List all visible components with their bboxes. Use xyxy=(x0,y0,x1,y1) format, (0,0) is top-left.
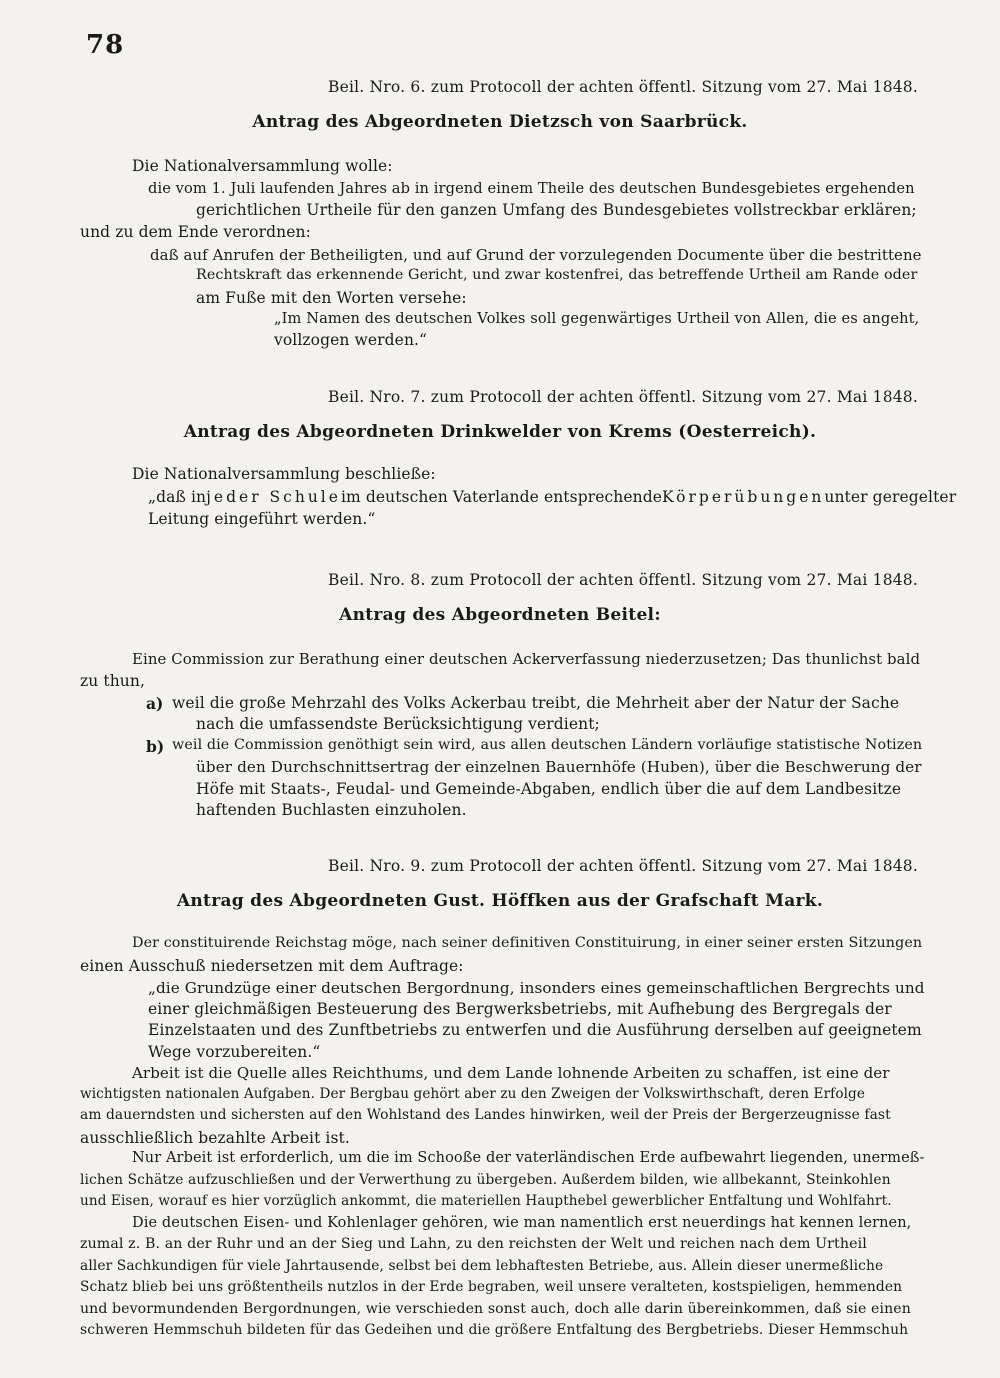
beilage-reference: Beil. Nro. 6. zum Protocoll der achten öffentl. Sitzung vom 27. Mai 1848. xyxy=(328,78,918,96)
text-line: aller Sachkundigen für viele Jahrtausende, selbst bei dem lebhaftesten Betriebe, aus. Allein dieser unermeßliche xyxy=(80,1258,884,1274)
text-line: Arbeit ist die Quelle alles Reichthums, und dem Lande lohnende Arbeiten zu schaffen, ist eine der xyxy=(132,1064,890,1082)
page-number: 78 xyxy=(86,30,125,60)
text-line: Wege vorzubereiten.“ xyxy=(148,1043,321,1061)
text-line: zumal z. B. an der Ruhr und an der Sieg und Lahn, zu den reichsten der Welt und reichen nach dem Urtheil xyxy=(80,1236,867,1252)
text-line: Einzelstaaten und des Zunftbetriebs zu entwerfen und die Ausführung derselben auf geeignetem xyxy=(148,1021,922,1039)
text-line: Eine Commission zur Berathung einer deutschen Ackerverfassung niederzusetzen; Das thunlichst bald xyxy=(132,650,921,668)
text-line: „Im Namen des deutschen Volkes soll gegenwärtiges Urtheil von Allen, die es angeht, xyxy=(274,310,920,327)
text-line: zu thun, xyxy=(80,672,145,690)
emphasis-school: jeder Schule xyxy=(206,488,341,506)
section-title: Antrag des Abgeordneten Dietzsch von Saarbrück. xyxy=(252,112,748,132)
text-line: Höfe mit Staats-, Feudal- und Gemeinde-Abgaben, endlich über die auf dem Landbesitze xyxy=(196,780,902,798)
text-line: Schatz blieb bei uns größtentheils nutzlos in der Erde begraben, weil unsere veralteten, kostspieligen, hemmenden xyxy=(80,1279,903,1295)
text-line: ausschließlich bezahlte Arbeit ist. xyxy=(80,1129,350,1147)
text-line: Leitung eingeführt werden.“ xyxy=(148,510,376,528)
text-line: und bevormundenden Bergordnungen, wie verschieden sonst auch, doch alle darin übereinkommen, daß sie einen xyxy=(80,1301,911,1317)
section-title: Antrag des Abgeordneten Gust. Höffken aus der Grafschaft Mark. xyxy=(176,891,824,911)
section-title: Antrag des Abgeordneten Beitel: xyxy=(339,605,661,625)
text-line: Die Nationalversammlung wolle: xyxy=(132,157,393,175)
text-line: vollzogen werden.“ xyxy=(274,331,428,349)
text-line: über den Durchschnittsertrag der einzelnen Bauernhöfe (Huben), über die Beschwerung der xyxy=(196,758,922,776)
text-line-spaced xyxy=(148,488,957,506)
text-fragment: unter geregelter xyxy=(824,488,957,506)
text-line: lichen Schätze aufzuschließen und der Verwerthung zu übergeben. Außerdem bilden, wie allbekannt, Steinkohlen xyxy=(80,1172,891,1188)
text-line: wichtigsten nationalen Aufgaben. Der Bergbau gehört aber zu den Zweigen der Volkswirthschaft, deren Erfolge xyxy=(80,1086,865,1102)
text-line: Rechtskraft das erkennende Gericht, und zwar kostenfrei, das betreffende Urtheil am Rande oder xyxy=(196,267,918,283)
text-line: und Eisen, worauf es hier vorzüglich ankommt, die materiellen Haupthebel gewerblicher Entfaltung und Wohlfahrt. xyxy=(80,1193,892,1209)
item-label-b: b) xyxy=(146,737,165,756)
text-line: nach die umfassendste Berücksichtigung verdient; xyxy=(196,715,600,733)
text-line: weil die Commission genöthigt sein wird, aus allen deutschen Ländern vorläufige statistische Notizen xyxy=(172,737,923,753)
text-line: und zu dem Ende verordnen: xyxy=(80,223,311,241)
text-line: Die Nationalversammlung beschließe: xyxy=(132,465,436,483)
text-fragment: im deutschen Vaterlande entsprechende xyxy=(340,488,663,506)
text-line: haftenden Buchlasten einzuholen. xyxy=(196,801,467,819)
text-line: schweren Hemmschuh bildeten für das Gedeihen und die größere Entfaltung des Bergbetriebs. Dieser Hemmschuh xyxy=(80,1322,909,1338)
emphasis-exercise: Körperübungen xyxy=(662,488,825,506)
text-line: Der constituirende Reichstag möge, nach seiner definitiven Constituirung, in einer seiner ersten Sitzungen xyxy=(132,935,923,951)
text-line: gerichtlichen Urtheile für den ganzen Umfang des Bundesgebietes vollstreckbar erklären; xyxy=(196,201,917,219)
text-line: am Fuße mit den Worten versehe: xyxy=(196,289,467,307)
text-line: am dauerndsten und sichersten auf den Wohlstand des Landes hinwirken, weil der Preis der Bergerzeugnisse fast xyxy=(80,1107,891,1123)
text-fragment: „daß in xyxy=(148,488,207,506)
text-line: einer gleichmäßigen Besteuerung des Bergwerksbetriebs, mit Aufhebung des Bergregals der xyxy=(148,1000,892,1018)
text-line: „die Grundzüge einer deutschen Bergordnung, insonders eines gemeinschaftlichen Bergrechts und xyxy=(148,979,925,997)
text-line: einen Ausschuß niedersetzen mit dem Auftrage: xyxy=(80,957,464,975)
beilage-reference: Beil. Nro. 7. zum Protocoll der achten öffentl. Sitzung vom 27. Mai 1848. xyxy=(328,388,918,406)
beilage-reference: Beil. Nro. 8. zum Protocoll der achten öffentl. Sitzung vom 27. Mai 1848. xyxy=(328,571,918,589)
item-label-a: a) xyxy=(146,694,164,713)
section-title: Antrag des Abgeordneten Drinkwelder von Krems (Oesterreich). xyxy=(183,422,817,442)
text-line: daß auf Anrufen der Betheiligten, und auf Grund der vorzulegenden Documente über die bestrittene xyxy=(150,246,922,264)
text-line: Nur Arbeit ist erforderlich, um die im Schooße der vaterländischen Erde aufbewahrt liegenden, unermeß- xyxy=(132,1150,925,1166)
beilage-reference: Beil. Nro. 9. zum Protocoll der achten öffentl. Sitzung vom 27. Mai 1848. xyxy=(328,857,918,875)
text-line: weil die große Mehrzahl des Volks Ackerbau treibt, die Mehrheit aber der Natur der Sache xyxy=(172,694,900,712)
text-line: Die deutschen Eisen- und Kohlenlager gehören, wie man namentlich erst neuerdings hat kennen lernen, xyxy=(132,1215,912,1231)
text-line: die vom 1. Juli laufenden Jahres ab in irgend einem Theile des deutschen Bundesgebietes ergehenden xyxy=(148,180,915,197)
